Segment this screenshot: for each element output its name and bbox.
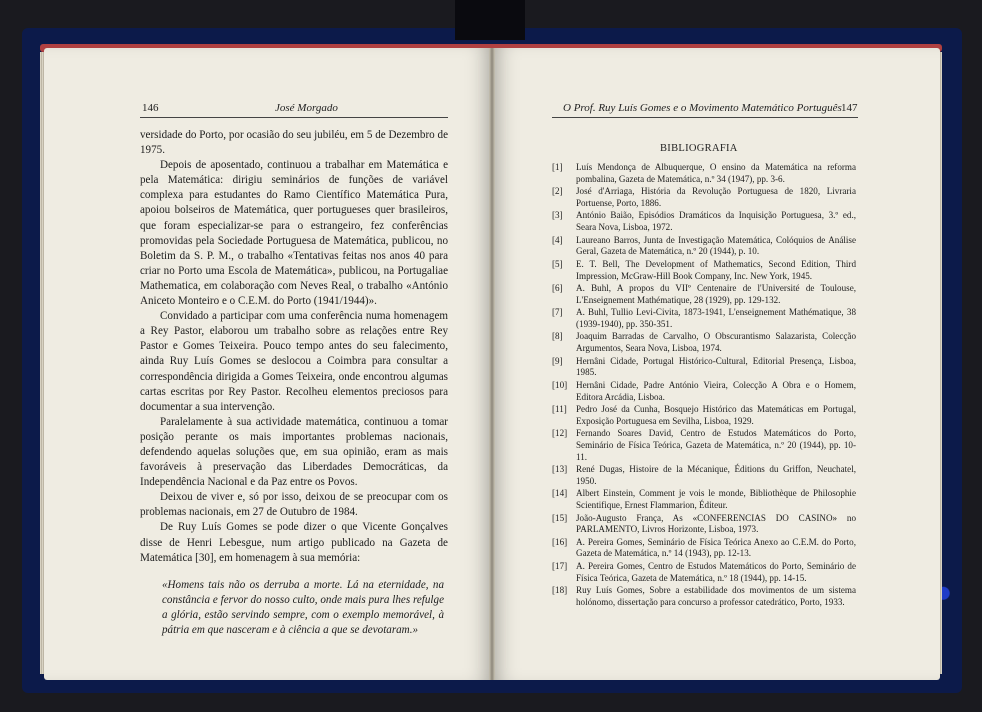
paragraph: Depois de aposentado, continuou a trabalhar em Matemática e pela Matemática: dirigiu seminários de funções de variável complexa para estudantes do Ramo Científico Matemática Pura, apoiou bolseiros de Matemática, quer portugueses quer brasileiros, que foram especializar-se para o estrangeiro, fez conferências promovidas pela Sociedade Portuguesa de Matemática, publicou, no Boletim da S. P. M., o trabalho «Tentativas feitas nos anos 40 para criar no Porto uma Escola de Matemática», publicou, na Portugaliae Mathematica, em colaboração com Neves Real, o trabalho «António Aniceto Monteiro e o C.E.M. do Porto (1941/1944)». [140, 159, 448, 308]
bibliography-list [552, 162, 856, 609]
block-quote: «Homens tais não os derruba a morte. Lá na eternidade, na constância e fervor do nosso culto, onde mais pura lhes refulge a glória, estão servindo sempre, com o exemplo memorável, à pátria em que nasceram e à ciência a que se devotaram.» [162, 578, 444, 636]
bib-entry: [1] Luís Mendonça de Albuquerque, O ensino da Matemática na reforma pombalina, Gazeta de Matemática, n.º 34 (1947), pp. 3-6. [552, 162, 856, 184]
paragraph: De Ruy Luís Gomes se pode dizer o que Vicente Gonçalves disse de Henri Lebesgue, num artigo publicado na Gazeta de Matemática [30], em homenagem à sua memória: [140, 521, 448, 564]
bib-entry: [13] René Dugas, Histoire de la Mécanique, Éditions du Griffon, Neuchatel, 1950. [552, 464, 856, 486]
bib-entry: [11] Pedro José da Cunha, Bosquejo Histórico das Matemáticas em Portugal, Exposição Portuguesa em Sevilha, Lisboa, 1929. [552, 404, 856, 426]
bib-entry: [9] Hernâni Cidade, Portugal Histórico-Cultural, Editorial Presença, Lisboa, 1985. [552, 355, 856, 378]
bib-entry: [8] Joaquim Barradas de Carvalho, O Obscurantismo Salazarista, Colecção Argumentos, Seara Nova, Lisboa, 1974. [552, 331, 856, 354]
left-body-text [140, 128, 448, 638]
bib-entry: [3] António Baião, Episódios Dramáticos da Inquisição Portuguesa, 3.º ed., Seara Nova, Lisboa, 1972. [552, 210, 856, 233]
paragraph: Paralelamente à sua actividade matemática, continuou a tomar posição perante os mais importantes problemas nacionais, defendendo aquelas soluções que, em sua opinião, eram as mais favoráveis à preservação das Liberdades Democráticas, da Independência Nacional e da Paz entre os Povos. [140, 415, 448, 489]
right-page-number: 147 [841, 102, 858, 114]
bib-entry: [14] Albert Einstein, Comment je vois le monde, Bibliothèque de Philosophie Scientifique, Ernest Flammarion, Éditeur. [552, 488, 856, 511]
right-running-head: O Prof. Ruy Luís Gomes e o Movimento Matemático Português [563, 102, 842, 114]
paragraph: Deixou de viver e, só por isso, deixou de se preocupar com os problemas nacionais, em 27 de Outubro de 1984. [140, 491, 448, 519]
paragraph: Convidado a participar com uma conferência numa homenagem a Rey Pastor, elaborou um trabalho sobre as relações entre Rey Pastor e Gomes Teixeira. Pouco tempo antes do seu falecimento, ainda Ruy Luís Gomes se deslocou a Coimbra para consultar a correspondência dirigida a Gomes Teixeira, onde encontrou algumas cartas escritas por Rey Pastor. Recolheu elementos preciosos para documentar a sua intervenção. [140, 310, 448, 413]
bib-entry: [6] A. Buhl, A propos du VIIº Centenaire de l'Université de Toulouse, L'Enseignement Mathématique, 28 (1929), pp. 129-132. [552, 283, 856, 305]
paragraph: versidade do Porto, por ocasião do seu jubiléu, em 5 de Dezembro de 1975. [140, 129, 448, 157]
left-running-head: José Morgado [275, 102, 338, 114]
bib-entry: [15] João-Augusto França, As «CONFERENCIAS DO CASINO» no PARLAMENTO, Livros Horizonte, Lisboa, 1973. [552, 512, 856, 535]
left-header-rule [140, 117, 448, 118]
bib-entry: [10] Hernâni Cidade, Padre António Vieira, Colecção A Obra e o Homem, Editora Arcádia, Lisboa. [552, 379, 856, 402]
bib-entry: [18] Ruy Luís Gomes, Sobre a estabilidade dos movimentos de um sistema holónomo, dissertação para concurso a professor catedrático, Porto, 1933. [552, 585, 856, 607]
left-page-number: 146 [142, 102, 159, 114]
bib-entry: [4] Laureano Barros, Junta de Investigação Matemática, Colóquios de Análise Geral, Gazeta de Matemática, n.º 20 (1944), p. 10. [552, 234, 856, 257]
bib-entry: [7] A. Buhl, Tullio Levi-Civita, 1873-1941, L'enseignement Mathématique, 38 (1939-1940), pp. 350-351. [552, 307, 856, 329]
bib-entry: [17] A. Pereira Gomes, Centro de Estudos Matemáticos do Porto, Seminário de Física Teórica, Gazeta de Matemática, n.º 18 (1944), pp. 14-15. [552, 560, 856, 583]
bib-entry: [2] José d'Arriaga, História da Revolução Portuguesa de 1820, Livraria Portuense, Porto, 1886. [552, 186, 856, 208]
book-spine [455, 0, 525, 40]
bib-entry: [5] E. T. Bell, The Development of Mathematics, Second Edition, Third Impression, McGraw-Hill Book Company, Inc. New York, 1945. [552, 258, 856, 281]
right-header-rule [552, 117, 858, 118]
bibliography-title: BIBLIOGRAFIA [660, 143, 738, 154]
bib-entry: [16] A. Pereira Gomes, Seminário de Física Teórica Anexo ao C.E.M. do Porto, Gazeta de Matemática, n.º 14 (1943), pp. 12-13. [552, 536, 856, 559]
book-gutter [489, 48, 495, 680]
bib-entry: [12] Fernando Soares David, Centro de Estudos Matemáticos do Porto, Seminário de Física Teórica, Gazeta de Matemática, n.º 20 (1944), pp. 10-11. [552, 428, 856, 462]
